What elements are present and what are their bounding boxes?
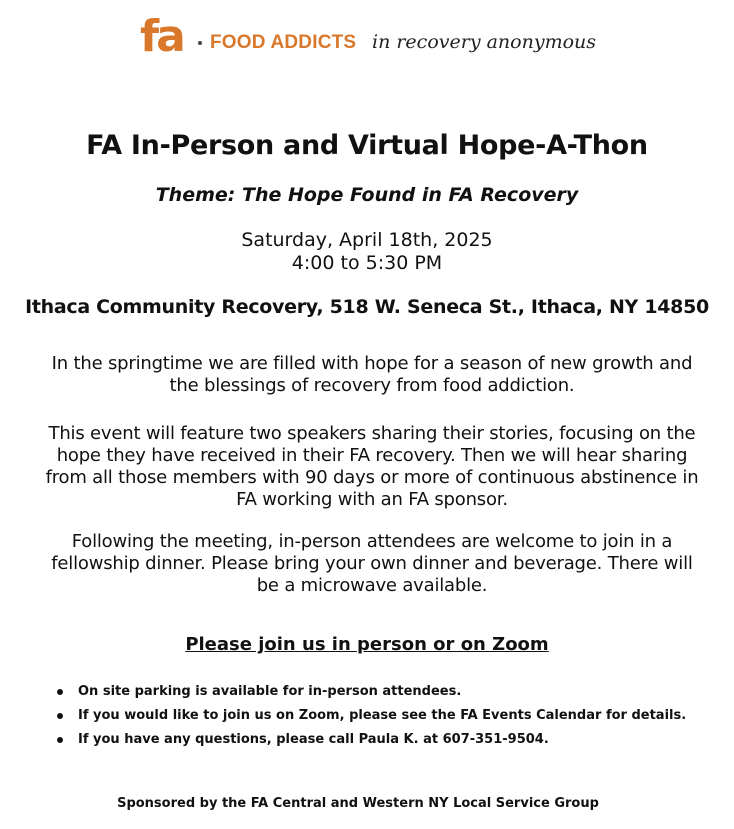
dinner-paragraph: Following the meeting, in-person attendees are welcome to join in a fellowship dinner. Please bring your own dinner and beverage. There will be a microwave available. xyxy=(51,531,693,596)
bullet-item xyxy=(56,731,696,755)
event-location: Ithaca Community Recovery, 518 W. Seneca St., Ithaca, NY 14850 xyxy=(25,296,709,318)
event-title: FA In-Person and Virtual Hope-A-Thon xyxy=(86,130,648,161)
join-heading xyxy=(0,634,734,655)
fa-logo xyxy=(140,12,610,64)
event-time: 4:00 to 5:30 PM xyxy=(291,252,443,274)
bullet-dot-icon xyxy=(57,737,63,743)
bullet-item xyxy=(56,683,696,707)
bullet-text: If you have any questions, please call Paula K. at 607-351-9504. xyxy=(78,732,549,747)
logo-separator-dot xyxy=(198,41,202,45)
bullet-text: If you would like to join us on Zoom, please see the FA Events Calendar for details. xyxy=(78,708,687,723)
event-when xyxy=(0,229,734,275)
bullet-dot-icon xyxy=(57,713,63,719)
bullet-item xyxy=(56,707,696,731)
join-heading-text: Please join us in person or on Zoom xyxy=(185,634,549,655)
info-bullet-list xyxy=(56,683,696,755)
bullet-text: On site parking is available for in-person attendees. xyxy=(78,684,462,699)
speakers-paragraph: This event will feature two speakers sharing their stories, focusing on the hope they have received in their FA recovery. Then we will hear sharing from all those members with 90 days or more of continuous abstinence in FA working with an FA sponsor. xyxy=(45,423,699,510)
logo-name: FOOD ADDICTS xyxy=(210,32,357,53)
intro-paragraph: In the springtime we are filled with hope for a season of new growth and the blessings of recovery from food addiction. xyxy=(51,353,693,396)
bullet-dot-icon xyxy=(57,689,63,695)
event-date: Saturday, April 18th, 2025 xyxy=(241,229,493,251)
event-theme: Theme: The Hope Found in FA Recovery xyxy=(155,184,579,206)
sponsor-line: Sponsored by the FA Central and Western NY Local Service Group xyxy=(117,796,599,811)
logo-tagline: in recovery anonymous xyxy=(372,31,597,53)
fa-logo-mark: fa xyxy=(140,11,183,62)
